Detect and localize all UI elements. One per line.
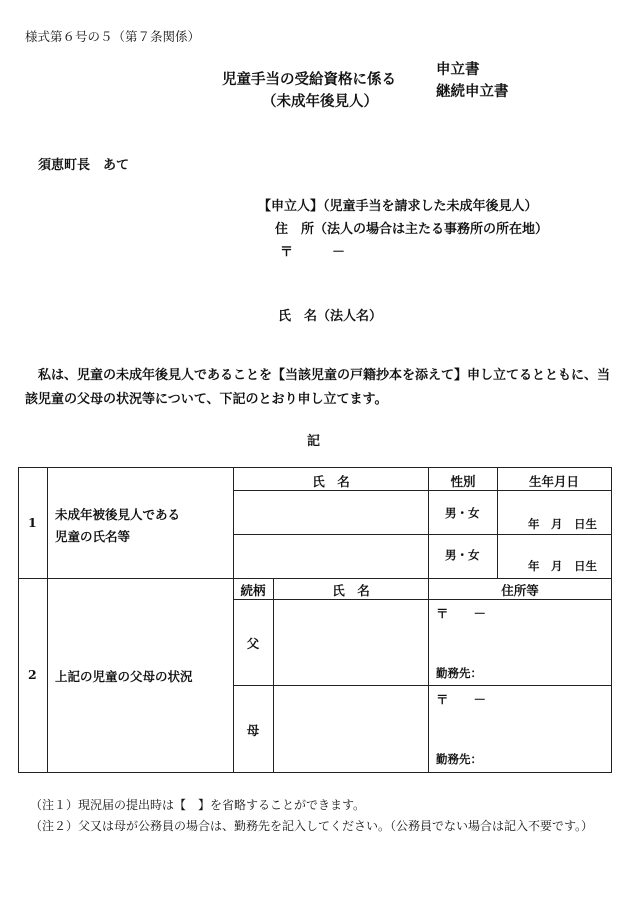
title-option-continuation: 継続申立書	[436, 83, 509, 100]
ki-heading: 記	[307, 434, 321, 449]
section-1-number: 1	[28, 515, 37, 530]
applicant-address-label: 住 所（法人の場合は主たる事務所の所在地）	[275, 222, 549, 237]
statement-paragraph: 私は、児童の未成年後見人であることを【当該児童の戸籍抄本を添えて】申し立てるとともに、当該児童の父母の状況等について、下記のとおり申し立てます。	[25, 368, 611, 407]
column-header-child-name: 氏 名	[312, 474, 350, 489]
document-subtitle: （未成年後見人）	[262, 93, 378, 110]
applicant-postal-code: 〒 －	[280, 245, 346, 260]
document-title: 児童手当の受給資格に係る	[222, 71, 396, 88]
relation-mother: 母	[246, 723, 260, 738]
applicant-heading: 【申立人】（児童手当を請求した未成年後見人）	[258, 199, 538, 214]
note-1: （注１）現況届の提出時は【 】を省略することができます。	[30, 798, 366, 812]
addressee: 須恵町長 あて	[38, 158, 130, 173]
title-option-application: 申立書	[436, 61, 480, 78]
column-header-relation: 続柄	[240, 583, 266, 598]
form-number: 様式第６号の５（第７条関係）	[25, 29, 201, 44]
notes	[30, 795, 593, 837]
child-2-birth-date: 年 月 日生	[528, 559, 597, 573]
child-1-sex-options: 男・女	[445, 506, 480, 520]
column-header-birth-date: 生年月日	[528, 474, 580, 489]
mother-postal-code: 〒 －	[436, 692, 487, 707]
column-header-address: 住所等	[501, 583, 539, 598]
applicant-name-label: 氏 名（法人名）	[278, 309, 383, 324]
section-2-number: 2	[28, 667, 37, 682]
section-1-label-line2: 児童の氏名等	[55, 529, 131, 544]
column-header-parent-name: 氏 名	[332, 583, 370, 598]
father-postal-code: 〒 －	[436, 606, 487, 621]
child-2-sex-options: 男・女	[445, 548, 480, 562]
father-workplace-label: 勤務先：	[436, 666, 482, 680]
mother-workplace-label: 勤務先：	[436, 752, 482, 766]
note-2: （注２）父又は母が公務員の場合は、勤務先を記入してください。（公務員でない場合は記入不要です。）	[30, 819, 594, 833]
relation-father: 父	[246, 636, 260, 651]
section-2-label: 上記の児童の父母の状況	[55, 669, 193, 684]
section-1-label-line1: 未成年被後見人である	[55, 507, 181, 522]
column-header-sex: 性別	[450, 474, 476, 489]
child-1-birth-date: 年 月 日生	[528, 517, 597, 531]
